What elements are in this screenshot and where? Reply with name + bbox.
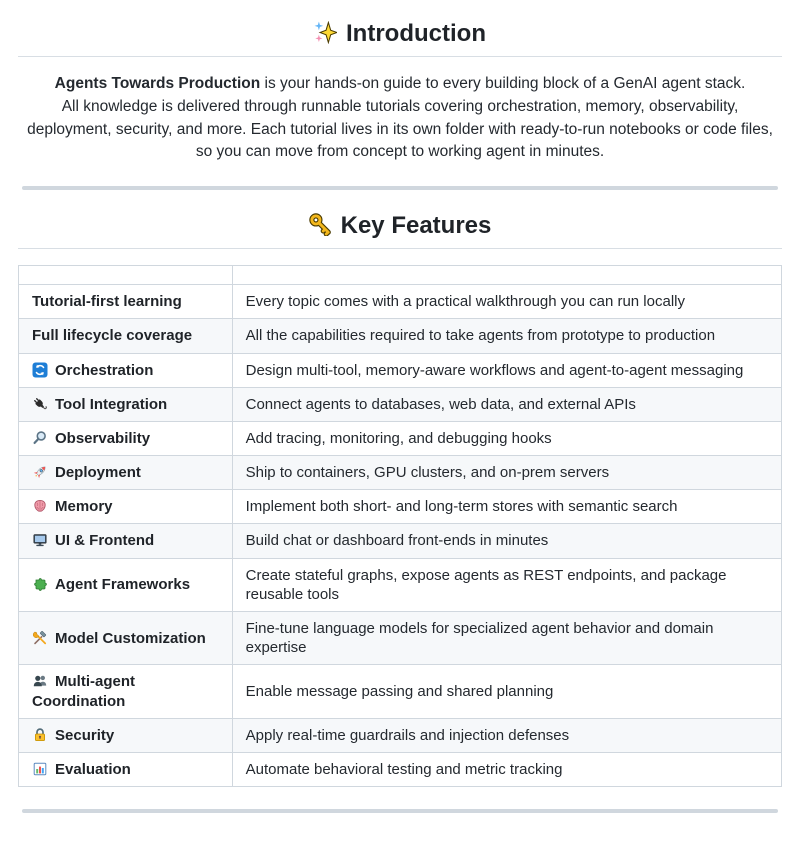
feature-name: UI & Frontend (55, 532, 155, 550)
feature-description: Design multi-tool, memory-aware workflows and agent-to-agent messaging (232, 353, 781, 387)
table-row (19, 718, 782, 752)
arrows-counterclockwise-icon (32, 362, 48, 378)
feature-description: Ship to containers, GPU clusters, and on-prem servers (232, 456, 781, 490)
feature-name: Evaluation (55, 760, 131, 778)
busts-in-silhouette-icon (32, 673, 48, 689)
features-table-body (19, 285, 782, 787)
table-row (19, 665, 782, 718)
electric-plug-icon (32, 396, 48, 412)
table-row (19, 285, 782, 319)
feature-description: Implement both short- and long-term stores with semantic search (232, 490, 781, 524)
features-heading (18, 212, 782, 249)
intro-heading-text: Introduction (346, 20, 486, 47)
intro-heading (18, 20, 782, 57)
feature-name-cell (19, 387, 233, 421)
table-row (19, 752, 782, 786)
bar-chart-icon (32, 761, 48, 777)
feature-description: Build chat or dashboard front-ends in minutes (232, 524, 781, 558)
features-heading-text: Key Features (340, 212, 492, 240)
feature-name: Memory (55, 498, 113, 516)
feature-name-cell (19, 490, 233, 524)
feature-name: Model Customization (55, 629, 206, 647)
feature-name: Tutorial-first learning (32, 293, 182, 311)
feature-name-cell (19, 752, 233, 786)
header-cell-empty (232, 266, 781, 285)
table-row (19, 421, 782, 455)
table-row (19, 319, 782, 353)
table-row (19, 490, 782, 524)
brain-icon (32, 498, 48, 514)
intro-lead-bold: Agents Towards Production (54, 75, 261, 92)
feature-description: Apply real-time guardrails and injection defenses (232, 718, 781, 752)
feature-name: Deployment (55, 464, 141, 482)
hammer-and-wrench-icon (32, 630, 48, 646)
feature-description: Connect agents to databases, web data, and external APIs (232, 387, 781, 421)
feature-description: Create stateful graphs, expose agents as REST endpoints, and package reusable tools (232, 558, 781, 611)
desktop-computer-icon (32, 532, 48, 548)
feature-name: Full lifecycle coverage (32, 327, 193, 345)
feature-name-cell (19, 665, 233, 718)
feature-name-cell (19, 612, 233, 665)
feature-name-cell (19, 558, 233, 611)
table-row (19, 524, 782, 558)
locked-icon (32, 727, 48, 743)
feature-name-cell (19, 456, 233, 490)
sparkles-icon (314, 21, 337, 44)
feature-name: Observability (55, 429, 151, 447)
feature-name: Tool Integration (55, 395, 168, 413)
feature-name-cell (19, 421, 233, 455)
feature-description: Fine-tune language models for specialized agent behavior and domain expertise (232, 612, 781, 665)
feature-name: Agent Frameworks (55, 576, 191, 594)
feature-name: Orchestration (55, 361, 154, 379)
features-table (18, 265, 782, 787)
table-row (19, 558, 782, 611)
feature-description: All the capabilities required to take agents from prototype to production (232, 319, 781, 353)
intro-paragraph (18, 73, 782, 164)
features-table-header (19, 266, 782, 285)
table-row (19, 612, 782, 665)
intro-lead-rest: is your hands-on guide to every building block of a GenAI agent stack. (260, 75, 746, 92)
section-divider (22, 186, 778, 190)
header-cell-empty (19, 266, 233, 285)
magnifying-glass-icon (32, 430, 48, 446)
feature-description: Add tracing, monitoring, and debugging hooks (232, 421, 781, 455)
table-row (19, 387, 782, 421)
feature-name-cell (19, 285, 233, 319)
table-row (19, 353, 782, 387)
feature-name: Multi-agent Coordination (32, 673, 135, 710)
feature-name-cell (19, 524, 233, 558)
intro-body: All knowledge is delivered through runnable tutorials covering orchestration, memory, observability, deployment, security, and more. Each tutorial lives in its own folder with ready-to-run notebooks or code files, so you can move from concept to working agent in minutes. (27, 97, 773, 161)
feature-name-cell (19, 353, 233, 387)
feature-name-cell (19, 718, 233, 752)
feature-description: Every topic comes with a practical walkthrough you can run locally (232, 285, 781, 319)
puzzle-piece-icon (32, 576, 48, 592)
feature-description: Enable message passing and shared planning (232, 665, 781, 718)
feature-name-cell (19, 319, 233, 353)
bottom-divider (22, 809, 778, 813)
table-row (19, 456, 782, 490)
feature-name: Security (55, 726, 115, 744)
key-icon (309, 213, 332, 236)
feature-description: Automate behavioral testing and metric tracking (232, 752, 781, 786)
rocket-icon (32, 464, 48, 480)
